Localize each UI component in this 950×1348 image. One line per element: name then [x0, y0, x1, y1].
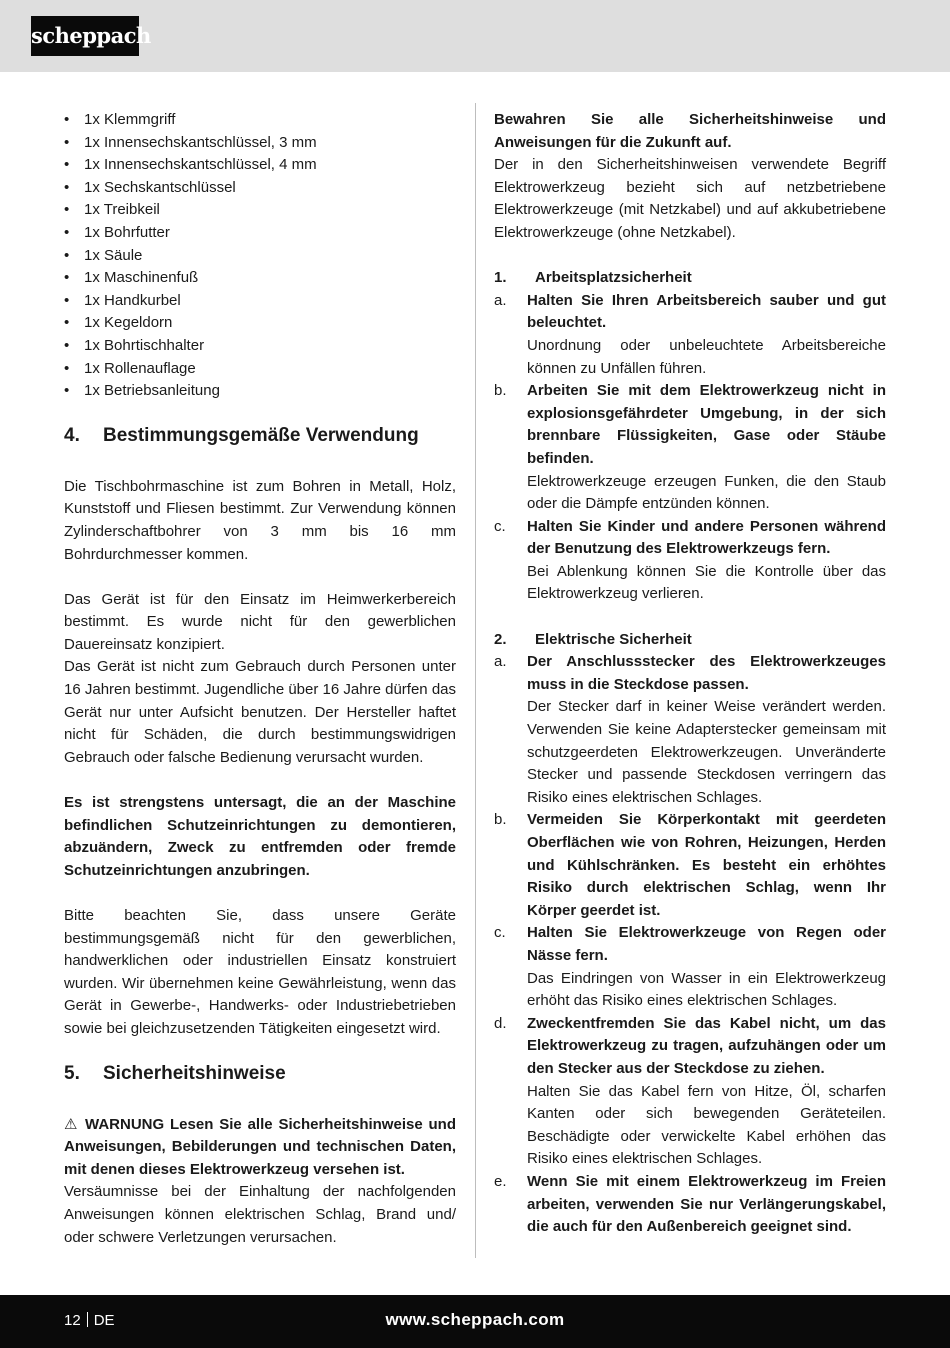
- section-5-number: 5.: [64, 1062, 80, 1084]
- safety-item-text: Das Eindringen von Wasser in ein Elektrowerkzeug erhöht das Risiko eines elektrischen Schlages.: [527, 969, 886, 1010]
- safety-item-heading: Halten Sie Kinder und andere Personen während der Benutzung des Elektrowerkzeugs fern.: [527, 517, 886, 558]
- section-4-title: Bestimmungsgemäße Verwendung: [103, 424, 419, 446]
- safety-item-letter: e.: [494, 1172, 507, 1190]
- safety-item-heading: Vermeiden Sie Körperkontakt mit geerdeten Oberflächen wie von Rohren, Heizungen, Herden und Kühlschränken. Es besteht ein erhöhtes Risiko durch elektrischen Schlag, wenn Ihr Körper geerdet ist.: [527, 811, 886, 919]
- parts-list-item: • 1x Rollenauflage: [64, 358, 456, 381]
- parts-list-item: • 1x Bohrfutter: [64, 222, 456, 245]
- language-code: DE: [93, 1312, 115, 1329]
- safety-item-letter: b.: [494, 811, 507, 829]
- safety-item-text: Bei Ablenkung können Sie die Kontrolle über das Elektrowerkzeug verlieren.: [527, 562, 886, 603]
- right-column: [494, 109, 886, 1239]
- warning-triangle-icon: ⚠: [64, 1115, 80, 1133]
- safety-item: [494, 809, 886, 922]
- safety-item: [494, 1171, 886, 1239]
- section-4-heading: [64, 422, 456, 450]
- scheppach-logo: scheppach: [31, 16, 139, 56]
- intended-use-paragraph-2: Das Gerät ist für den Einsatz im Heimwerkerbereich bestimmt. Es wurde nicht für den gewerblichen Dauereinsatz konzipiert.: [64, 590, 456, 653]
- warranty-paragraph: Bitte beachten Sie, dass unsere Geräte bestimmungsgemäß nicht für den gewerblichen, handwerklichen oder industriellen Einsatz konstruiert wurden. Wir übernehmen keine Gewährleistung, wenn das Gerät in Gewerbe-, Handwerks- oder Industriebetrieben sowie bei gleichzusetzenden Tätigkeiten eingesetzt wird.: [64, 907, 456, 1037]
- section-4-number: 4.: [64, 424, 80, 446]
- safety-item-letter: b.: [494, 382, 507, 400]
- safety-item-heading: Zweckentfremden Sie das Kabel nicht, um das Elektrowerkzeug zu tragen, aufzuhängen oder um den Stecker aus der Steckdose zu ziehen.: [527, 1014, 886, 1077]
- safety-item-heading: Wenn Sie mit einem Elektrowerkzeug im Freien arbeiten, verwenden Sie nur Verlängerungskabel, die auch für den Außenbereich geeignet sind.: [527, 1172, 886, 1236]
- safety-item-letter: d.: [494, 1014, 507, 1032]
- parts-list-item: • 1x Innensechskantschlüssel, 4 mm: [64, 154, 456, 177]
- safety-item: [494, 922, 886, 1012]
- column-divider: [475, 103, 476, 1258]
- section-5-title: Sicherheitshinweise: [103, 1062, 286, 1084]
- power-tool-definition-text: Der in den Sicherheitshinweisen verwendete Begriff Elektrowerkzeug bezieht sich auf netzbetriebene Elektrowerkzeuge (mit Netzkabel) und auf akkubetriebene Elektrowerkzeuge (ohne Netzkabel).: [494, 156, 886, 241]
- safety-item-heading: Halten Sie Ihren Arbeitsbereich sauber und gut beleuchtet.: [527, 291, 886, 332]
- subsection-1-number: 1.: [494, 269, 507, 287]
- page-number-value: 12: [64, 1312, 81, 1329]
- subsection-2-title: Elektrische Sicherheit: [535, 630, 692, 648]
- electrical-safety-items: [494, 651, 886, 1238]
- safety-item-heading: Der Anschlussstecker des Elektrowerkzeuges muss in die Steckdose passen.: [527, 653, 886, 693]
- section-5-heading: [64, 1060, 456, 1088]
- safety-item-letter: c.: [494, 924, 506, 942]
- safety-item-letter: c.: [494, 517, 506, 535]
- page-header: [0, 0, 950, 72]
- safety-item-text: Der Stecker darf in keiner Weise verändert werden. Verwenden Sie keine Adapterstecker gemeinsam mit schutzgeerdeten Elektrowerkzeugen. Unveränderte Stecker und passende Steckdosen verringern das Risiko eines elektrischen Schlages.: [527, 698, 886, 806]
- parts-list: [64, 109, 456, 403]
- parts-list-item: • 1x Säule: [64, 245, 456, 268]
- parts-list-item: • 1x Sechskantschlüssel: [64, 177, 456, 200]
- parts-list-item: • 1x Kegeldorn: [64, 312, 456, 335]
- parts-list-item: • 1x Klemmgriff: [64, 109, 456, 132]
- safety-item-heading: Halten Sie Elektrowerkzeuge von Regen oder Nässe fern.: [527, 924, 886, 964]
- safety-item: [494, 1013, 886, 1171]
- safety-item-text: Elektrowerkzeuge erzeugen Funken, die den Staub oder die Dämpfe entzünden können.: [527, 472, 886, 513]
- left-column: [64, 109, 456, 1249]
- parts-list-item: • 1x Innensechskantschlüssel, 3 mm: [64, 132, 456, 155]
- safety-item-letter: a.: [494, 653, 507, 671]
- subsection-1-heading: [494, 267, 886, 290]
- safety-item-heading: Arbeiten Sie mit dem Elektrowerkzeug nicht in explosionsgefährdeter Umgebung, in der sich brennbare Flüssigkeiten, Gase oder Stäube befinden.: [527, 382, 886, 467]
- website-url[interactable]: www.scheppach.com: [385, 1310, 565, 1329]
- safety-item-letter: a.: [494, 291, 507, 309]
- workplace-safety-items: [494, 290, 886, 606]
- warning-bold-text: WARNUNG Lesen Sie alle Sicherheitshinweise und Anweisungen, Bebilderungen und technischen Daten, mit denen dieses Elektrowerkzeug versehen ist.: [64, 1115, 457, 1178]
- parts-list-item: • 1x Betriebsanleitung: [64, 380, 456, 403]
- safety-item-text: Halten Sie das Kabel fern von Hitze, Öl, scharfen Kanten oder sich bewegenden Geräteteilen. Beschädigte oder verwickelte Kabel erhöhen das Risiko eines elektrischen Schlages.: [527, 1082, 886, 1168]
- warning-consequences-text: Versäumnisse bei der Einhaltung der nachfolgenden Anweisungen können elektrischen Schlag, Brand und/ oder schwere Verletzungen verursachen.: [64, 1183, 456, 1246]
- subsection-2-number: 2.: [494, 630, 507, 648]
- parts-list-item: • 1x Maschinenfuß: [64, 267, 456, 290]
- safety-item-text: Unordnung oder unbeleuchtete Arbeitsbereiche können zu Unfällen führen.: [527, 336, 886, 377]
- prohibition-paragraph: Es ist strengstens untersagt, die an der Maschine befindlichen Schutzeinrichtungen zu demontieren, abzuändern, Zweck zu entfremden oder fremde Schutzeinrichtungen anzubringen.: [64, 794, 456, 879]
- safety-item: [494, 651, 886, 809]
- subsection-1-title: Arbeitsplatzsicherheit: [535, 269, 692, 287]
- parts-list-item: • 1x Handkurbel: [64, 290, 456, 313]
- safety-item: [494, 516, 886, 606]
- page-footer: [0, 1295, 950, 1348]
- safety-item: [494, 290, 886, 380]
- subsection-2-heading: [494, 629, 886, 652]
- parts-list-item: • 1x Treibkeil: [64, 199, 456, 222]
- parts-list-item: • 1x Bohrtischhalter: [64, 335, 456, 358]
- intended-use-paragraph-1: Die Tischbohrmaschine ist zum Bohren in Metall, Holz, Kunststoff und Fliesen bestimmt. Zur Verwendung können Zylinderschaftbohrer von 3 mm bis 16 mm Bohrdurchmesser kommen.: [64, 477, 456, 563]
- safety-item: [494, 380, 886, 516]
- keep-instructions-text: Bewahren Sie alle Sicherheitshinweise und Anweisungen für die Zukunft auf.: [494, 111, 886, 151]
- warning-paragraph: [64, 1114, 456, 1182]
- intended-use-paragraph-3: Das Gerät ist nicht zum Gebrauch durch Personen unter 16 Jahren bestimmt. Jugendliche über 16 Jahre dürfen das Gerät nur unter Aufsicht benutzen. Der Hersteller haftet nicht für Schäden, die durch bestimmungswidrigen Gebrauch oder falsche Bedienung verursacht wurden.: [64, 658, 456, 766]
